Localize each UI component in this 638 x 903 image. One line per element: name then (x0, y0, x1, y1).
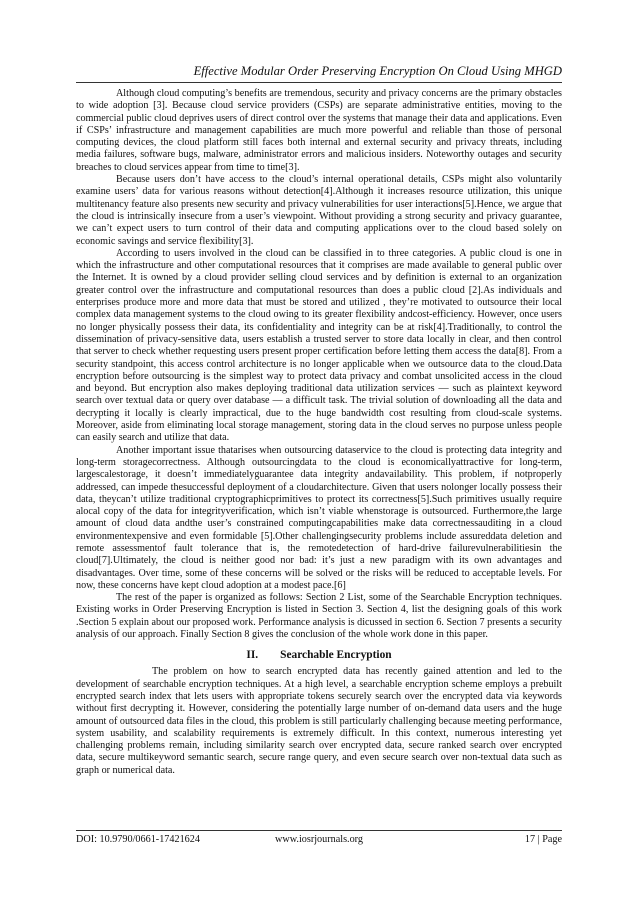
header-rule (76, 82, 562, 83)
paragraph-5: The rest of the paper is organized as follows: Section 2 List, some of the Searchable Encryption techniques. Existing works in Order Preserving Encryption is listed in Section 3. Section 4, list the designing goals of this work .Section 5 explain about our proposed work. Performance analysis is dicussed in section 6. Section 7 presents a security analysis of our approach. Finally Section 8 gives the conclusion of the whole work done in this paper. (76, 592, 562, 641)
section-title: Searchable Encryption (280, 649, 392, 662)
section-heading (76, 649, 562, 662)
paragraph-2: Because users don’t have access to the cloud’s internal operational details, CSPs might also voluntarily examine users’ data for various reasons without detection[4].Although it increases resource utilization, this unique multitenancy feature also presents new security and privacy vulnerabilities for user interactions[5].Hence, we argue that the cloud is intrinsically insecure from a user’s viewpoint. Without providing a strong security and privacy guarantee, we can’t expect users to turn control of their data and computing applications over to the cloud based solely on economic savings and service flexibility[3]. (76, 174, 562, 247)
running-header (0, 64, 638, 78)
article-body (76, 88, 562, 777)
footer-website: www.iosrjournals.org (274, 834, 363, 845)
footer-doi: DOI: 10.9790/0661-17421624 (76, 834, 200, 845)
running-title: Effective Modular Order Preserving Encryption On Cloud Using MHGD (193, 64, 562, 78)
paragraph-4: Another important issue thatarises when outsourcing dataservice to the cloud is protecting data integrity and long-term storagecorrectness. Although outsourcingdata to the cloud is economicallyattractive for long-term, largescalestorage, it doesn’t immediatelyguarantee data integrity andavailability. This problem, if notproperly addressed, can impede thesuccessful deployment of a cloudarchitecture. Given that users nolonger locally possess their data, theycan’t utilize traditional cryptographicprimitives to protect its correctness[5].Such primitives usually require alocal copy of the data for integrityverification, which isn’t viable whenstorage is outsourced. Furthermore,the large amount of cloud data andthe user’s constrained computingcapabilities make data correctnessauditing in a cloud environmentexpensive and even formidable [5].Other challengingsecurity problems include assureddata deletion and remote assessmentof fault tolerance that is, the remotedetection of hard-drive failurevulnerabilitiesin the cloud[7].Ultimately, the cloud is neither good nor bad: it’s just a new paradigm with its own advantages and disadvantages. Over time, some of these concerns will be solved or the risks will be reduced to acceptable levels. For now, these concerns have kept cloud adoption at a modest pace.[6] (76, 444, 562, 591)
paragraph-3: According to users involved in the cloud can be classified in to three categories. A public cloud is one in which the infrastructure and other computational resources that it comprises are made available to general public over the Internet. It is owned by a cloud provider selling cloud services and by definition is external to an organization greater control over the infrastructure and computational resources than does a public cloud [2].As individuals and enterprises produce more and more data that must be stored and utilized , they’re motivated to outsource their local complex data management systems to the cloud owing to its greater flexibility andcost-efficiency. However, once users no longer physically possess their data, its confidentiality and integrity can be at risk[4].Traditionally, to control the dissemination of privacy-sensitive data, users establish a trusted server to store data locally in clear, and then control that server to check whether requesting users present proper certification before letting them access the data[8]. From a security standpoint, this access control architecture is no longer applicable when we outsource data to the cloud.Data encryption before outsourcing is the simplest way to protect data privacy and combat unsolicited access in the cloud and beyond. But encryption also makes deploying traditional data utilization services — such as plaintext keyword search over textual data or query over database — a difficult task. The trivial solution of downloading all the data and decrypting it locally is clearly impractical, due to the huge bandwidth cost resulting from cloud-scale systems. Moreover, aside from eliminating local storage management, storing data in the cloud serves no purpose unless people can easily search and utilize that data. (76, 247, 562, 444)
section-number: II. (246, 649, 259, 662)
footer-rule (76, 830, 562, 831)
paragraph-1: Although cloud computing’s benefits are tremendous, security and privacy concerns are the primary obstacles to wide adoption [3]. Because cloud service providers (CSPs) are separate administrative entities, moving to the commercial public cloud deprives users of direct control over the systems that manage their data and applications. Even if CSPs’ infrastructure and management capabilities are much more powerful and reliable than those of personal computing devices, the cloud platform still faces both internal and external security and privacy threats, including media failures, software bugs, malware, administrator errors and malicious insiders. Noteworthy outages and security breaches to cloud services appear from time to time[3]. (76, 88, 562, 173)
footer-page-number: 17 | Page (524, 834, 562, 845)
section-paragraph: The problem on how to search encrypted data has recently gained attention and led to the development of searchable encryption techniques. At a high level, a searchable encryption scheme employs a prebuilt encrypted search index that lets users with appropriate tokens securely search over the encrypted data via keywords without first decrypting it. However, considering the potentially large number of on-demand data users and the huge amount of outsourced data files in the cloud, this problem is still particularly challenging because meeting performance, system usability, and scalability requirements is extremely difficult. In this context, numerous interesting yet challenging problems remain, including similarity search over encrypted data, secure ranked search over encrypted data, secure multikeyword semantic search, secure range query, and even secure search over non-textual data such as graph or numerical data. (76, 666, 562, 776)
